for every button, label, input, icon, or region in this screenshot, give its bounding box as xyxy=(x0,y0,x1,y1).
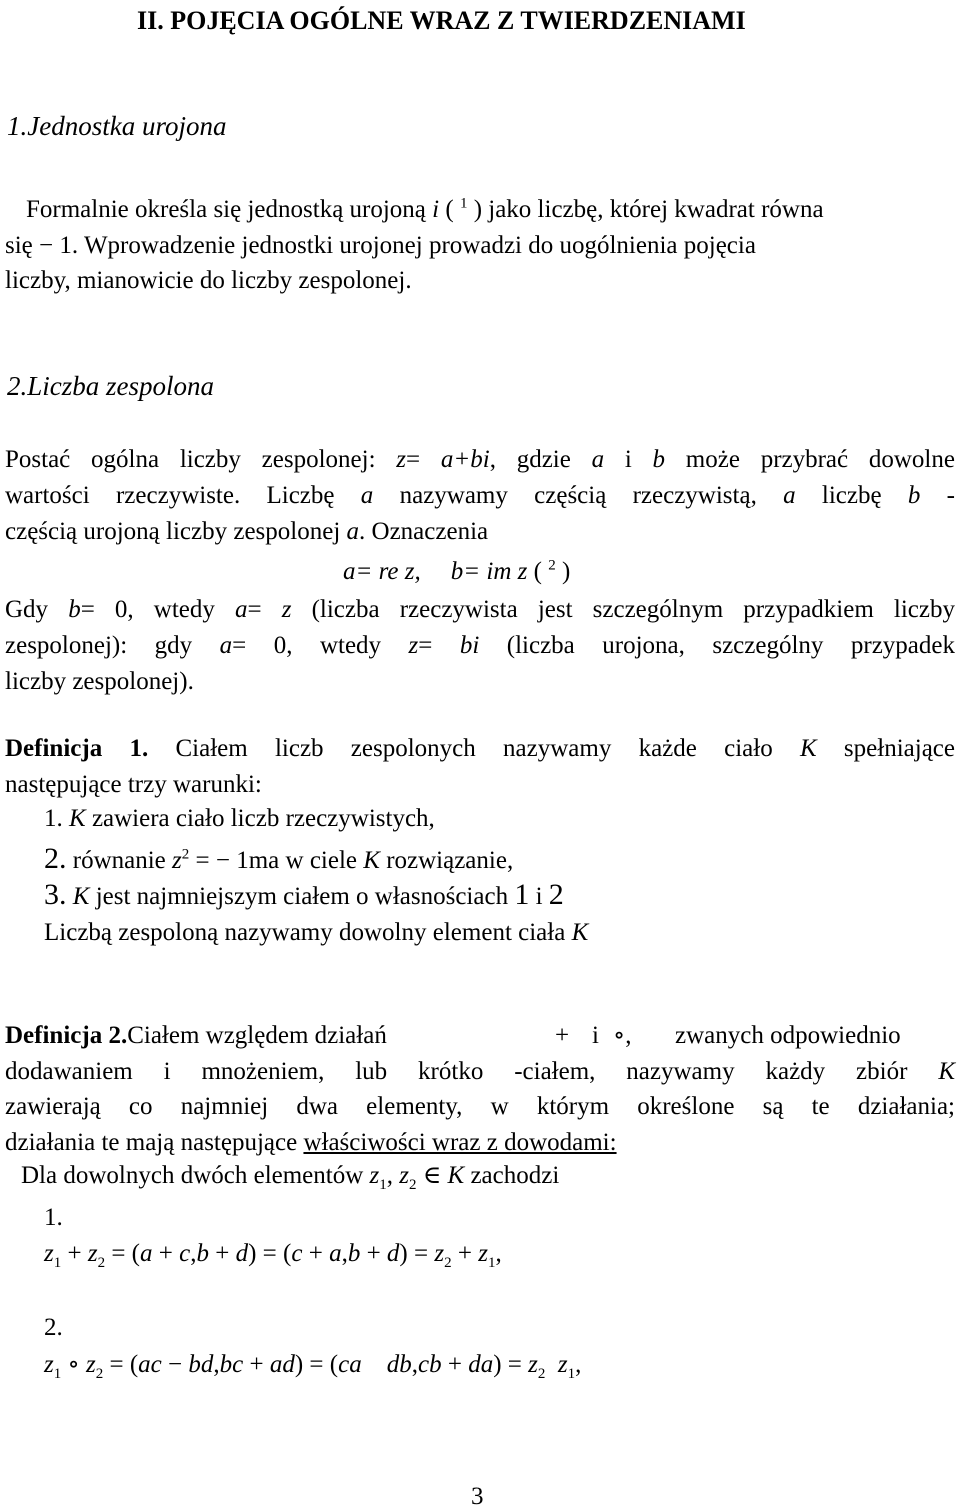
math-var: ac xyxy=(138,1351,162,1378)
property-equation-1 xyxy=(44,1240,502,1271)
underlined-text: właściwości wraz z dowodami: xyxy=(303,1129,617,1156)
operator: , xyxy=(190,1240,197,1267)
text: równanie xyxy=(66,847,173,874)
text: wartości rzeczywiste. Liczbę xyxy=(5,482,361,509)
paragraph-line xyxy=(5,597,955,622)
text: (liczba urojona, szczególny przypadek xyxy=(479,632,955,659)
subscript: 1 xyxy=(567,1366,576,1382)
math-z: z xyxy=(478,1240,488,1267)
math-b: b xyxy=(907,482,921,509)
operator: = ( xyxy=(103,1351,139,1378)
text: i xyxy=(592,1022,599,1049)
operator: + xyxy=(441,1351,469,1378)
text: , gdzie xyxy=(489,446,592,473)
text: i xyxy=(529,883,549,910)
text: Formalnie określa się jednostką urojoną xyxy=(26,196,433,223)
text: działania te mają następujące xyxy=(5,1129,304,1156)
text: ma w ciele xyxy=(248,847,364,874)
text: zawiera ciało liczb rzeczywistych, xyxy=(85,805,435,832)
math-expr: a+bi xyxy=(440,446,490,473)
math-var: d xyxy=(235,1240,249,1267)
math-var: b xyxy=(347,1240,361,1267)
operator: + xyxy=(243,1351,270,1378)
math-z: z xyxy=(557,1351,568,1378)
definition-1-line xyxy=(5,736,955,761)
definition-label: Definicja 1. xyxy=(5,735,149,762)
operator: , xyxy=(341,1240,348,1267)
text: = xyxy=(247,596,282,623)
paragraph-line xyxy=(5,447,955,472)
math-z: z xyxy=(396,446,406,473)
math-a: a xyxy=(343,558,356,585)
math-a: a xyxy=(591,446,605,473)
text: może przybrać dowolne xyxy=(665,446,955,473)
math-var: a xyxy=(140,1240,153,1267)
subscript: 2 xyxy=(444,1255,452,1271)
condition-2 xyxy=(44,844,513,874)
math-i: i xyxy=(432,196,440,223)
text: dodawaniem i mnożeniem, lub krótko -ciałem, nazywamy każdy zbiór xyxy=(5,1058,939,1085)
text: nazywamy częścią rzeczywistą, xyxy=(373,482,784,509)
math-im: = im z xyxy=(463,558,528,585)
paragraph-line xyxy=(5,1059,955,1084)
property-number-2: 2. xyxy=(44,1314,63,1341)
math-b: b xyxy=(450,558,464,585)
text: rozwiązanie, xyxy=(379,847,514,874)
operator: , xyxy=(411,1351,418,1378)
text: Gdy xyxy=(5,596,69,623)
text: Postać ogólna liczby zespolonej: xyxy=(5,446,397,473)
property-equation-2 xyxy=(44,1351,582,1382)
paragraph-line xyxy=(5,519,488,544)
math-z: z xyxy=(172,847,182,874)
element-of-symbol: ∈ xyxy=(416,1162,448,1189)
list-number: 2. xyxy=(44,842,67,875)
math-var: bd xyxy=(188,1351,214,1378)
paragraph-line: następujące trzy warunki: xyxy=(5,771,262,798)
subscript: 2 xyxy=(409,1177,417,1193)
plus-symbol: + xyxy=(555,1022,570,1049)
math-b: b xyxy=(68,596,81,623)
operator: ) = xyxy=(399,1240,435,1267)
math-K: K xyxy=(363,847,380,874)
math-var: db xyxy=(386,1351,412,1378)
math-re: = re z, xyxy=(355,558,421,585)
math-z: z xyxy=(399,1162,409,1189)
math-var: bc xyxy=(219,1351,244,1378)
math-z: z xyxy=(87,1240,98,1267)
operator: + xyxy=(152,1240,180,1267)
text: (liczba rzeczywista jest szczególnym przypadkiem liczby xyxy=(291,596,955,623)
math-z: z xyxy=(44,1240,54,1267)
math-var: c xyxy=(291,1240,303,1267)
text: się xyxy=(5,232,40,259)
operator: + xyxy=(451,1240,479,1267)
footnote-ref: 2 xyxy=(548,557,556,574)
paragraph-line: liczby zespolonej). xyxy=(5,668,194,695)
operator: , xyxy=(575,1351,582,1378)
subscript: 1 xyxy=(53,1255,62,1271)
math-z: z xyxy=(281,596,292,623)
subscript: 1 xyxy=(53,1366,62,1382)
property-number-1: 1. xyxy=(44,1204,63,1231)
text: jako liczbę, której kwadrat równa xyxy=(488,196,824,223)
operator: + xyxy=(360,1240,387,1267)
page-title: II. POJĘCIA OGÓLNE WRAZ Z TWIERDZENIAMI xyxy=(137,6,746,35)
math-a: a xyxy=(219,632,233,659)
text: = xyxy=(418,632,460,659)
operator: = ( xyxy=(105,1240,141,1267)
text: liczbę xyxy=(795,482,908,509)
spacer xyxy=(545,1351,558,1378)
circ-symbol: ∘, xyxy=(613,1022,632,1049)
math-a: a xyxy=(235,596,248,623)
paragraph-line xyxy=(5,483,955,508)
text: zwanych odpowiednio xyxy=(675,1022,901,1049)
text: . Oznaczenia xyxy=(359,518,489,545)
math-z: z xyxy=(408,632,419,659)
subscript: 2 xyxy=(537,1366,546,1382)
paragraph-line xyxy=(5,233,756,258)
text: ( xyxy=(527,558,549,585)
notation-formula xyxy=(343,559,570,584)
text: Liczbą zespoloną nazywamy dowolny element ciała xyxy=(44,919,572,946)
ref-number: 2 xyxy=(548,878,564,911)
math-eq: = − 1 xyxy=(189,847,249,874)
math-var: a xyxy=(329,1240,342,1267)
math-b: b xyxy=(652,446,666,473)
text: . Wprowadzenie jednostki urojonej prowadzi do uogólnienia pojęcia xyxy=(71,232,756,259)
paragraph-line: zawierają co najmniej dwa elementy, w którym określone są te działania; xyxy=(5,1093,955,1120)
math-a: a xyxy=(783,482,796,509)
exponent: 2 xyxy=(181,846,190,863)
list-number: 1. xyxy=(44,805,69,832)
math-z: z xyxy=(369,1162,380,1189)
ref-number: 1 xyxy=(514,878,530,911)
math-a: a xyxy=(346,518,360,545)
footnote-ref: 1 xyxy=(459,195,468,212)
math-var: c xyxy=(179,1240,191,1267)
text: zespolonej): gdy xyxy=(5,632,220,659)
operator: + xyxy=(208,1240,236,1267)
operator: ) = ( xyxy=(294,1351,339,1378)
math-K: K xyxy=(447,1162,465,1189)
list-number: 3. xyxy=(44,878,67,911)
text: ) xyxy=(555,558,571,585)
text: Ciałem względem działań xyxy=(127,1022,387,1049)
subscript: 1 xyxy=(379,1177,387,1193)
math-z: z xyxy=(86,1351,96,1378)
math-z: z xyxy=(434,1240,445,1267)
math-K: K xyxy=(66,883,90,910)
spacer xyxy=(362,1351,387,1378)
text: i xyxy=(604,446,653,473)
math-var: ad xyxy=(269,1351,295,1378)
math-var: ca xyxy=(338,1351,362,1378)
text: = 0, wtedy xyxy=(80,596,235,623)
math-K: K xyxy=(571,919,589,946)
text: = xyxy=(406,446,441,473)
paragraph-line xyxy=(21,1162,560,1193)
operator: ∘ xyxy=(61,1351,86,1378)
text: jest najmniejszym ciałem o własnościach xyxy=(89,883,515,910)
text: zachodzi xyxy=(464,1162,560,1189)
math-bi: bi xyxy=(459,632,480,659)
operator: + xyxy=(61,1240,88,1267)
text: = 0, wtedy xyxy=(232,632,409,659)
definition-label: Definicja 2. xyxy=(5,1022,128,1049)
math-a: a xyxy=(360,482,374,509)
text: - xyxy=(920,482,956,509)
text: spełniające xyxy=(816,735,955,762)
operator: , xyxy=(213,1351,220,1378)
condition-3 xyxy=(44,880,564,910)
math-z: z xyxy=(44,1351,54,1378)
math-value: − 1 xyxy=(39,232,72,259)
operator: + xyxy=(302,1240,330,1267)
operator: ) = xyxy=(493,1351,529,1378)
math-var: cb xyxy=(417,1351,442,1378)
text: , xyxy=(386,1162,400,1189)
section-heading-1: 1.Jednostka urojona xyxy=(7,111,227,141)
math-K: K xyxy=(799,735,817,762)
condition-1 xyxy=(44,806,435,831)
page-number: 3 xyxy=(471,1483,484,1510)
math-K: K xyxy=(938,1058,955,1085)
subscript: 1 xyxy=(487,1255,496,1271)
text: częścią urojoną liczby zespolonej xyxy=(5,518,347,545)
operator: − xyxy=(161,1351,189,1378)
math-var: d xyxy=(386,1240,400,1267)
text: Ciałem liczb zespolonych nazywamy każde ciało xyxy=(148,735,800,762)
math-z: z xyxy=(528,1351,538,1378)
math-var: da xyxy=(468,1351,494,1378)
subscript: 2 xyxy=(95,1366,104,1382)
math-K: K xyxy=(69,805,86,832)
paragraph-line xyxy=(44,920,588,945)
section-heading-2: 2.Liczba zespolona xyxy=(7,371,215,401)
definition-2-line xyxy=(5,1023,387,1048)
subscript: 2 xyxy=(97,1255,106,1271)
operator: ) = ( xyxy=(248,1240,292,1267)
math-var: b xyxy=(196,1240,209,1267)
paragraph-line xyxy=(5,1130,617,1155)
text: ) xyxy=(467,196,489,223)
text: Dla dowolnych dwóch elementów xyxy=(21,1162,370,1189)
operator: , xyxy=(495,1240,502,1267)
paragraph-line: liczby, mianowicie do liczby zespolonej. xyxy=(5,267,412,294)
text: ( xyxy=(439,196,460,223)
paragraph-line xyxy=(5,633,955,658)
paragraph-line xyxy=(26,197,824,222)
